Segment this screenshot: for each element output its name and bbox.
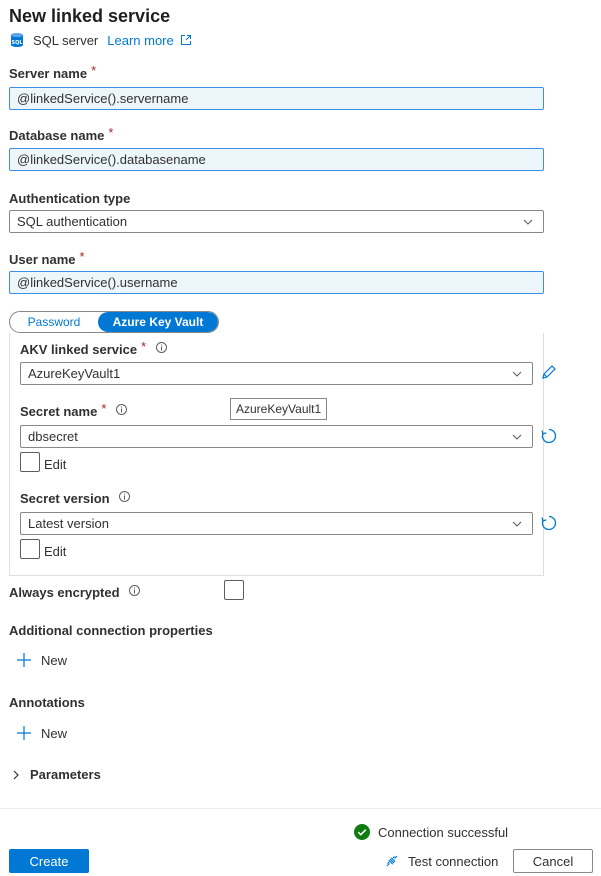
info-icon xyxy=(156,342,167,353)
cancel-button[interactable]: Cancel xyxy=(513,849,593,873)
always-encrypted-checkbox[interactable] xyxy=(224,580,244,600)
add-connection-property-label: New xyxy=(41,652,68,668)
auth-type-label: Authentication type xyxy=(9,191,131,206)
tooltip: AzureKeyVault1 xyxy=(230,398,327,420)
secret-version-value: Latest version xyxy=(28,516,109,531)
test-connection-label: Test connection xyxy=(408,853,499,869)
secret-version-edit-checkbox[interactable] xyxy=(20,539,40,559)
annotations-label: Annotations xyxy=(9,695,85,710)
add-annotation-label: New xyxy=(41,725,68,741)
always-encrypted-label: Always encrypted xyxy=(9,585,140,600)
secret-version-label: Secret version xyxy=(20,491,130,506)
info-icon xyxy=(119,491,130,502)
chevron-down-icon xyxy=(512,432,522,442)
akv-linked-service-value: AzureKeyVault1 xyxy=(28,366,121,381)
chevron-down-icon xyxy=(512,369,522,379)
service-type-row xyxy=(9,32,192,48)
password-source-toggle xyxy=(9,311,219,333)
service-type-label: SQL server xyxy=(33,32,99,48)
connection-status xyxy=(354,824,508,840)
success-check-icon xyxy=(354,824,370,840)
secret-name-edit-label: Edit xyxy=(44,457,67,472)
auth-type-select[interactable] xyxy=(9,210,544,233)
server-name-label: Server name * xyxy=(9,63,97,81)
learn-more-link[interactable] xyxy=(107,33,191,48)
additional-props-label: Additional connection properties xyxy=(9,623,213,638)
plug-icon xyxy=(384,853,400,869)
parameters-expander[interactable] xyxy=(11,767,101,782)
toggle-password[interactable]: Password xyxy=(27,315,81,329)
akv-linked-service-select[interactable] xyxy=(20,362,533,385)
edit-pencil-icon[interactable] xyxy=(540,364,557,381)
database-name-input[interactable]: @linkedService().databasename xyxy=(9,148,544,171)
info-icon xyxy=(129,585,140,596)
connection-status-text: Connection successful xyxy=(378,824,509,840)
server-name-input[interactable]: @linkedService().servername xyxy=(9,87,544,110)
external-link-icon xyxy=(180,34,192,46)
plus-icon xyxy=(16,725,32,741)
add-connection-property-button[interactable] xyxy=(16,652,67,668)
database-name-label: Database name * xyxy=(9,125,114,143)
secret-name-select[interactable] xyxy=(20,425,533,448)
refresh-icon[interactable] xyxy=(540,427,558,445)
secret-name-edit-checkbox[interactable] xyxy=(20,452,40,472)
parameters-label: Parameters xyxy=(30,767,101,782)
footer-divider xyxy=(0,808,601,809)
create-button[interactable]: Create xyxy=(9,849,89,873)
user-name-input[interactable]: @linkedService().username xyxy=(9,271,544,294)
learn-more-label: Learn more xyxy=(107,32,174,48)
chevron-down-icon xyxy=(523,217,533,227)
refresh-icon[interactable] xyxy=(540,514,558,532)
akv-linked-service-label: AKV linked service * xyxy=(20,342,167,357)
svg-text:SQL: SQL xyxy=(11,40,23,46)
plus-icon xyxy=(16,652,32,668)
chevron-down-icon xyxy=(512,519,522,529)
auth-type-value: SQL authentication xyxy=(17,214,128,229)
secret-name-label: Secret name * xyxy=(20,404,127,419)
secret-version-edit-label: Edit xyxy=(44,544,67,559)
chevron-right-icon xyxy=(11,769,21,781)
sql-server-icon xyxy=(9,32,25,48)
secret-version-select[interactable] xyxy=(20,512,533,535)
info-icon xyxy=(116,404,127,415)
secret-name-value: dbsecret xyxy=(28,429,78,444)
user-name-label: User name * xyxy=(9,249,85,267)
toggle-azure-key-vault[interactable]: Azure Key Vault xyxy=(98,312,218,332)
page-title: New linked service xyxy=(9,6,171,26)
add-annotation-button[interactable] xyxy=(16,725,67,741)
test-connection-button[interactable] xyxy=(384,853,498,869)
